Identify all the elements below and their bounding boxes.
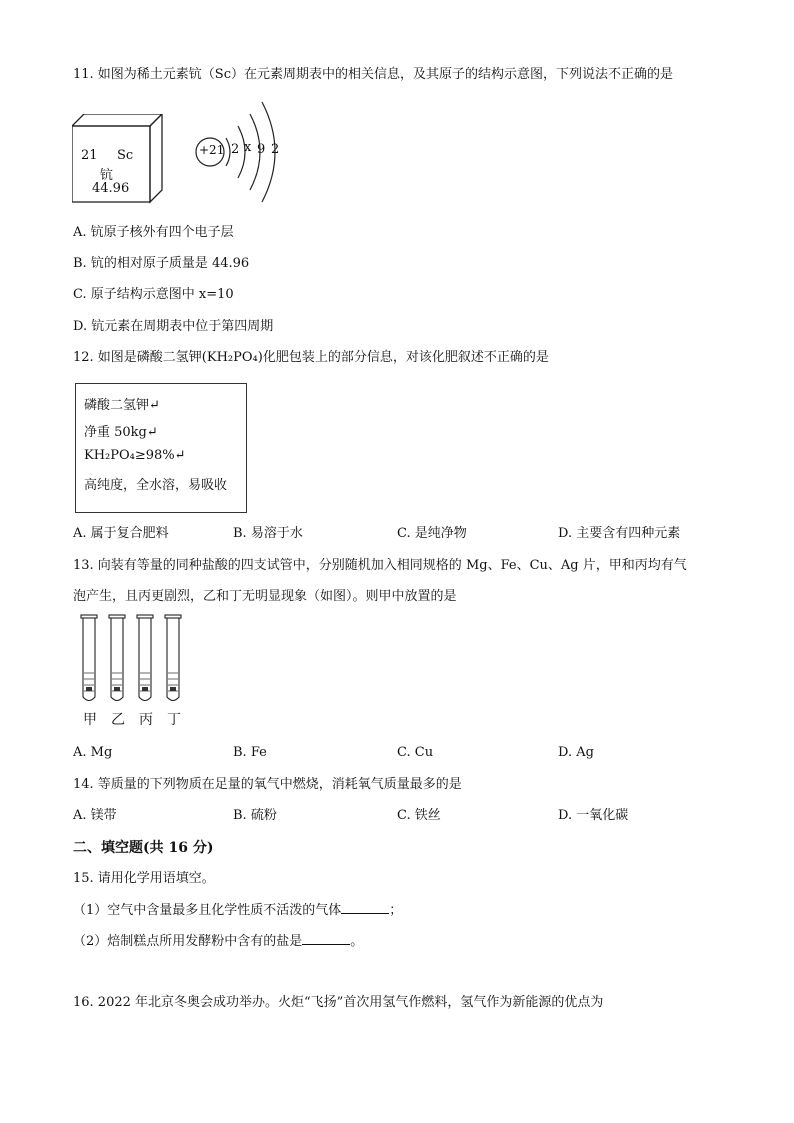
q15-sub2-end: 。 [350, 934, 364, 949]
test-tubes-figure [78, 613, 188, 705]
label-line-name: 磷酸二氢钾↵ [84, 398, 160, 413]
shell-3-electrons: 9 [257, 142, 266, 157]
tube-label-bing: 丙 [139, 712, 153, 728]
q14-option-d[interactable]: D. 一氧化碳 [558, 808, 629, 823]
q12-option-d[interactable]: D. 主要含有四种元素 [558, 526, 681, 541]
tube-label-ding: 丁 [167, 712, 181, 728]
shell-4-electrons: 2 [271, 142, 280, 157]
q13-option-d[interactable]: D. Ag [558, 745, 594, 760]
q11-option-c[interactable]: C. 原子结构示意图中 x=10 [73, 287, 234, 302]
q15-stem: 15. 请用化学用语填空。 [73, 871, 215, 886]
q11-option-b[interactable]: B. 钪的相对原子质量是 44.96 [73, 256, 250, 271]
q13-option-b[interactable]: B. Fe [233, 745, 267, 760]
tube-label-yi: 乙 [111, 712, 125, 728]
q13-stem-line1: 13. 向装有等量的同种盐酸的四支试管中，分别随机加入相同规格的 Mg、Fe、Cu、Ag 片，甲和丙均有气 [73, 558, 687, 573]
q15-sub1-text: （1）空气中含量最多且化学性质不活泼的气体 [73, 903, 342, 918]
q15-sub1-end: ； [389, 903, 403, 918]
label-line-weight: 净重 50kg↵ [84, 425, 158, 440]
q12-option-b[interactable]: B. 易溶于水 [233, 526, 303, 541]
shell-2-electrons: x [244, 140, 252, 155]
q12-stem: 12. 如图是磷酸二氢钾(KH₂PO₄)化肥包装上的部分信息，对该化肥叙述不正确的是 [73, 350, 549, 365]
q15-sub1-answer-blank[interactable] [341, 901, 389, 914]
shell-1-electrons: 2 [231, 142, 240, 157]
q14-option-b[interactable]: B. 硫粉 [233, 808, 277, 823]
q14-option-a[interactable]: A. 镁带 [73, 808, 117, 823]
q14-option-c[interactable]: C. 铁丝 [397, 808, 441, 823]
q15-sub1 [73, 901, 402, 920]
q13-stem-line2: 泡产生，且丙更剧烈，乙和丁无明显现象（如图）。则甲中放置的是 [73, 589, 457, 604]
label-line-features: 高纯度，全水溶，易吸收 [84, 478, 228, 493]
q11-stem: 11. 如图为稀土元素钪（Sc）在元素周期表中的相关信息，及其原子的结构示意图，下列说法不正确的是 [73, 67, 673, 82]
q12-option-a[interactable]: A. 属于复合肥料 [73, 526, 169, 541]
fertilizer-label-box [75, 383, 247, 513]
q12-option-c[interactable]: C. 是纯净物 [397, 526, 467, 541]
q15-sub2-text: （2）焙制糕点所用发酵粉中含有的盐是 [73, 934, 303, 949]
element-name: 钪 [100, 168, 114, 183]
q16-stem: 16. 2022 年北京冬奥会成功举办。火炬“飞扬”首次用氢气作燃料，氢气作为新能源的优点为 [73, 995, 604, 1010]
tube-label-jia: 甲 [83, 712, 97, 728]
q15-sub2-answer-blank[interactable] [302, 932, 350, 945]
q13-option-c[interactable]: C. Cu [397, 745, 434, 760]
q11-option-d[interactable]: D. 钪元素在周期表中位于第四周期 [73, 319, 274, 334]
element-symbol: Sc [117, 148, 134, 163]
nucleus-charge: +21 [199, 143, 225, 157]
q11-option-a[interactable]: A. 钪原子核外有四个电子层 [73, 225, 234, 240]
q13-option-a[interactable]: A. Mg [73, 745, 113, 760]
element-mass: 44.96 [92, 181, 130, 196]
label-line-purity: KH₂PO₄≥98%↵ [84, 448, 186, 463]
element-number: 21 [81, 148, 98, 163]
section-title: 二、填空题(共 16 分) [73, 840, 214, 856]
q14-stem: 14. 等质量的下列物质在足量的氧气中燃烧，消耗氧气质量最多的是 [73, 777, 462, 792]
q15-sub2 [73, 932, 363, 951]
